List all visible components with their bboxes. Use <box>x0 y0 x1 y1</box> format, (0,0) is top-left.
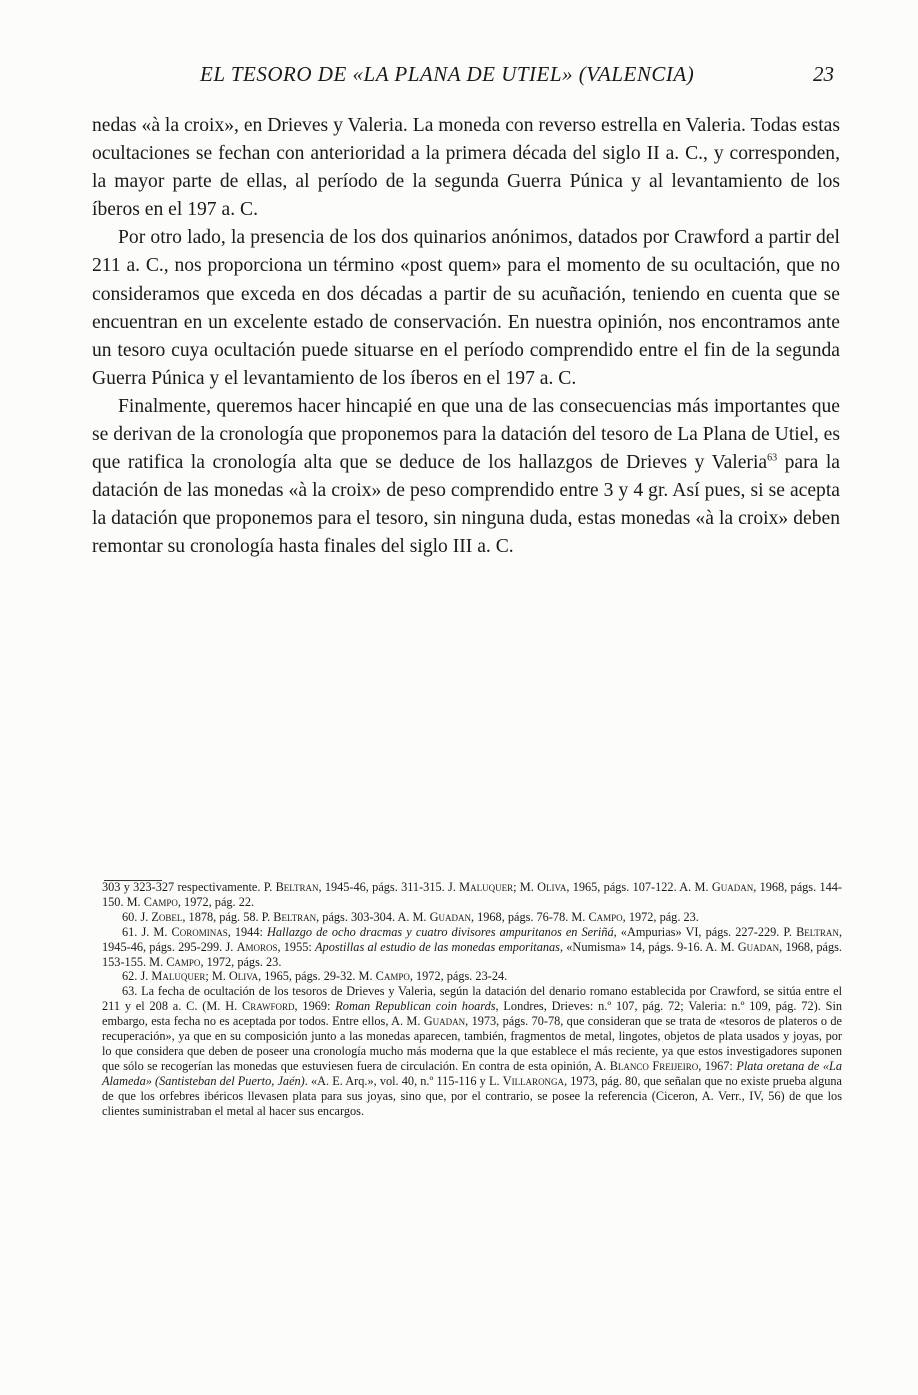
footnote-59-continued: 303 y 323-327 respectivamente. P. Beltran, 1945-46, págs. 311-315. J. Maluquer; M. Oliva, 1965, págs. 107-122. A. M. Guadan, 1968, págs. 144-150. M. Campo, 1972, pág. 22. <box>102 880 843 909</box>
paragraph-3-part-a: Finalmente, queremos hacer hincapié en que una de las consecuencias más importantes que se derivan de la cronología que proponemos para la datación del tesoro de La Plana de Utiel, es que ratifica la cronología alta que se deduce de los hallazgos de Drieves y Valeria <box>92 395 840 474</box>
footnote-62: 62. J. Maluquer; M. Oliva, 1965, págs. 29-32. M. Campo, 1972, págs. 23-24. <box>122 969 508 984</box>
footnote-61: 61. J. M. Corominas, 1944: Hallazgo de ocho dracmas y cuatro divisores ampuritanos en Seriñá, «Ampurias» VI, págs. 227-229. P. Beltran, 1945-46, págs. 295-299. J. Amoros, 1955: Apostillas al estudio de las monedas emporitanas, «Numisma» 14, págs. 9-16. A. M. Guadan, 1968, págs. 153-155. M. Campo, 1972, págs. 23. <box>102 924 843 969</box>
paragraph-3 <box>92 393 840 562</box>
footnotes <box>102 880 842 1119</box>
footnote-63: 63. La fecha de ocultación de los tesoros de Drieves y Valeria, según la datación del denario romano establecida por Crawford, se sitúa entre el 211 y el 208 a. C. (M. H. Crawford, 1969: Roman Republican coin hoards, Londres, Drieves: n.º 107, pág. 72; Valeria: n.º 109, pág. 72). Sin embargo, esta fecha no es aceptada por todos. Entre ellos, A. M. Guadan, 1973, págs. 70-78, que consideran que se trata de «tesoros de plateros o de recuperación», ya que en su composición junto a las monedas aparecen, también, fragmentos de metal, lingotes, objetos de plata usados y joyas, por lo que considera que deben de poseer una cronología mucho más moderna que la que establece el más reciente, ya que estos investigadores suponen que sólo se recogerían las monedas que estuviesen fuera de circulación. En contra de esta opinión, A. Blanco Freijeiro, 1967: Plata oretana de «La Alameda» (Santisteban del Puerto, Jaén). «A. E. Arq.», vol. 40, n.º 115-116 y L. Villaronga, 1973, pág. 80, que señalan que no existe prueba alguna de que los orfebres ibéricos llevasen plata para sus joyas, sino que, por el contrario, se posee la referencia (Ciceron, A. Verr., IV, 56) de que los clientes suministraban el metal al hacer sus encargos. <box>102 984 843 1118</box>
footnote-60: 60. J. Zobel, 1878, pág. 58. P. Beltran, págs. 303-304. A. M. Guadan, 1968, págs. 76-78. M. Campo, 1972, pág. 23. <box>122 909 699 924</box>
paragraph-3-part-b: para la datación de las monedas «à la croix» de peso comprendido entre 3 y 4 gr. Así pues, si se acepta la datación que proponemos para el tesoro, sin ninguna duda, estas monedas «à la croix» deben remontar su cronología hasta finales del siglo III a. C. <box>92 452 840 558</box>
paragraph-2: Por otro lado, la presencia de los dos quinarios anónimos, datados por Crawford a partir del 211 a. C., nos proporciona un término «post quem» para el momento de su ocultación, que no consideramos que exceda en dos décadas a partir de su acuñación, teniendo en cuenta que se encuentran en un excelente estado de conservación. En nuestra opinión, nos encontramos ante un tesoro cuya ocultación puede situarse en el período comprendido entre el fin de la segunda Guerra Púnica y el levantamiento de los íberos en el 197 a. C. <box>92 227 840 389</box>
running-title: EL TESORO DE «LA PLANA DE UTIEL» (VALENCIA) <box>200 62 695 86</box>
page-header <box>92 62 852 92</box>
page-number: 23 <box>813 62 834 86</box>
main-text <box>92 112 840 562</box>
footnote-reference-63: 63 <box>767 452 778 464</box>
paragraph-1: nedas «à la croix», en Drieves y Valeria. La moneda con reverso estrella en Valeria. Todas estas ocultaciones se fechan con anterioridad a la primera década del siglo II a. C., y corresponden, la mayor parte de ellas, al período de la segunda Guerra Púnica y al levantamiento de los íberos en el 197 a. C. <box>92 115 840 221</box>
